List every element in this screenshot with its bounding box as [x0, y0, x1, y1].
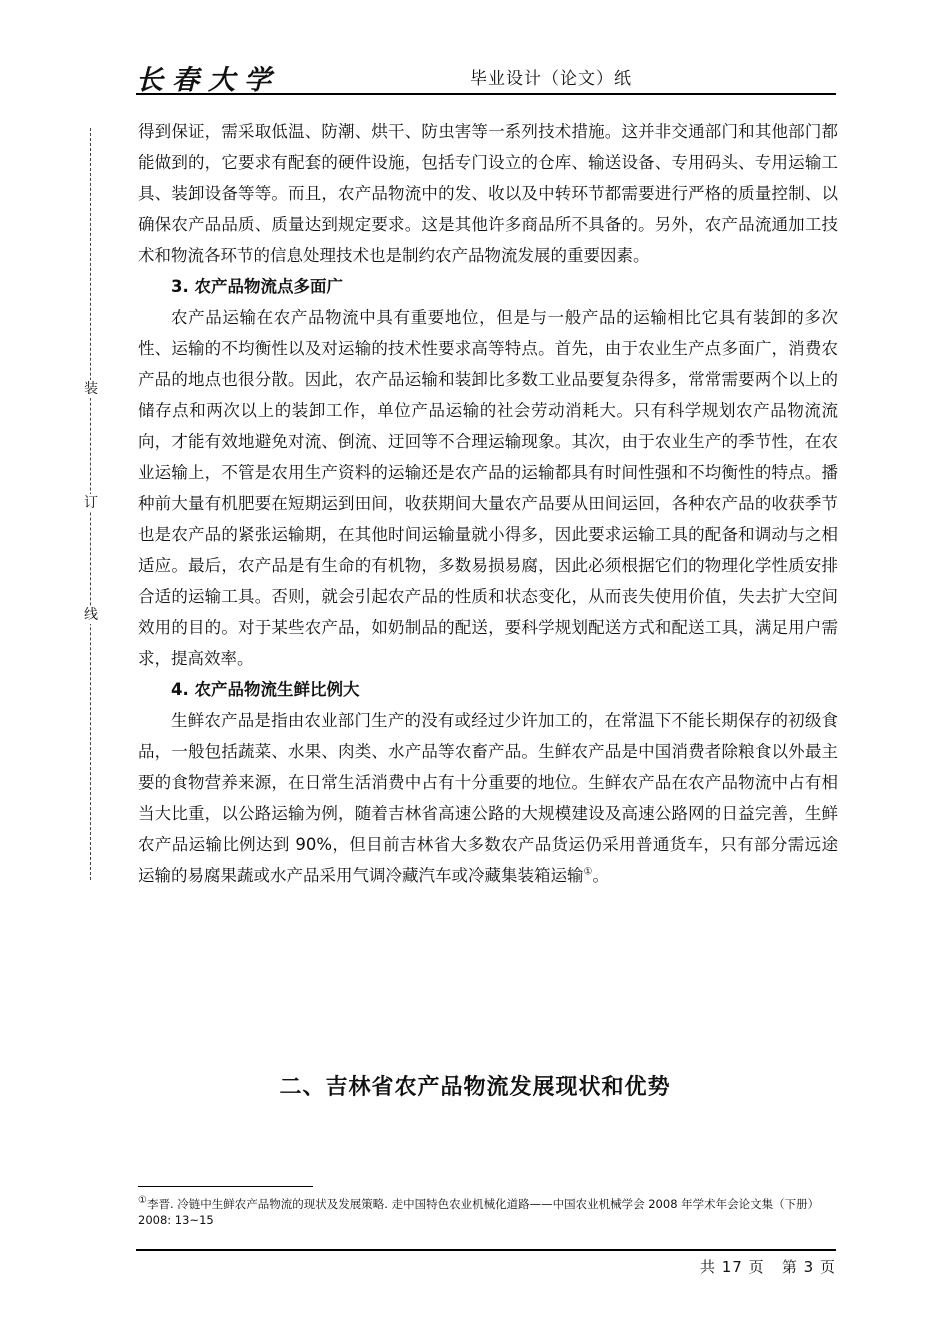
footnote-mark: ①: [138, 1195, 147, 1207]
page-count: 共 17 页 第 3 页: [699, 1258, 836, 1276]
footnote-reference[interactable]: ①: [583, 866, 593, 878]
paragraph-transport: 农产品运输在农产品物流中具有重要地位，但是与一般产品的运输相比它具有装卸的多次性、运输的不均衡性以及对运输的技术性要求高等特点。首先，由于农业生产点多面广，消费农产品的地点也很分散。因此，农产品运输和装卸比多数工业品要复杂得多，常常需要两个以上的储存点和两次以上的装卸工作，单位产品运输的社会劳动消耗大。只有科学规划农产品物流流向，才能有效地避免对流、倒流、迂回等不合理运输现象。其次，由于农业生产的季节性，在农业运输上，不管是农用生产资料的运输还是农产品的运输都具有时间性强和不均衡性的特点。播种前大量有机肥要在短期运到田间，收获期间大量农产品要从田间运回，各种农产品的收获季节也是农产品的紧张运输期，在其他时间运输量就小得多，因此要求运输工具的配备和调动与之相适应。最后，农产品是有生命的有机物，多数易损易腐，因此必须根据它们的物理化学性质安排合适的运输工具。否则，就会引起农产品的性质和状态变化，从而丧失使用价值，失去扩大空间效用的目的。对于某些农产品，如奶制品的配送，要科学规划配送方式和配送工具，满足用户需求，提高效率。: [138, 308, 838, 668]
university-logo: 长春大学: [136, 65, 280, 96]
footnote-text: 李晋. 冷链中生鲜农产品物流的现状及发展策略. 走中国特色农业机械化道路——中国农业机械学会 2008 年学术年会论文集（下册）2008: 13~15: [138, 1197, 820, 1227]
binding-char-zhuang: 装: [84, 381, 98, 397]
paragraph-fresh-text: 生鲜农产品是指由农业部门生产的没有或经过少许加工的，在常温下不能长期保存的初级食品，一般包括蔬菜、水果、肉类、水产品等农畜产品。生鲜农产品是中国消费者除粮食以外最主要的食物营养来源，在日常生活消费中占有十分重要的地位。生鲜农产品在农产品物流中占有相当大比重，以公路运输为例，随着吉林省高速公路的大规模建设及高速公路网的日益完善，生鲜农产品运输比例达到 90%，但目前吉林省大多数农产品货运仍采用普通货车，只有部分需远途运输的易腐果蔬或水产品采用气调冷藏汽车或冷藏集装箱运输: [138, 711, 838, 885]
paragraph-continuation: 得到保证，需采取低温、防潮、烘干、防虫害等一系列技术措施。这并非交通部门和其他部门都能做到的，它要求有配套的硬件设施，包括专门设立的仓库、输送设备、专用码头、专用运输工具、装卸设备等等。而且，农产品物流中的发、收以及中转环节都需要进行严格的质量控制、以确保农产品品质、质量达到规定要求。这是其他许多商品所不具备的。另外，农产品流通加工技术和物流各环节的信息处理技术也是制约农产品物流发展的重要因素。: [138, 122, 838, 265]
footer-rule: [136, 1249, 836, 1251]
paragraph-fresh-produce: [138, 705, 838, 891]
body-text: [138, 116, 838, 891]
header-rule: [136, 93, 836, 95]
header-title: 毕业设计（论文）纸: [470, 69, 632, 89]
binding-char-ding: 订: [84, 495, 98, 511]
subheading-4: 4. 农产品物流生鲜比例大: [171, 680, 360, 699]
binding-char-xian: 线: [84, 607, 98, 623]
footnote: [138, 1196, 838, 1228]
paragraph-fresh-end: 。: [592, 866, 609, 885]
footnote-rule: [138, 1186, 313, 1187]
subheading-3: 3. 农产品物流点多面广: [171, 277, 343, 296]
section-title: 二、吉林省农产品物流发展现状和优势: [279, 1075, 671, 1100]
